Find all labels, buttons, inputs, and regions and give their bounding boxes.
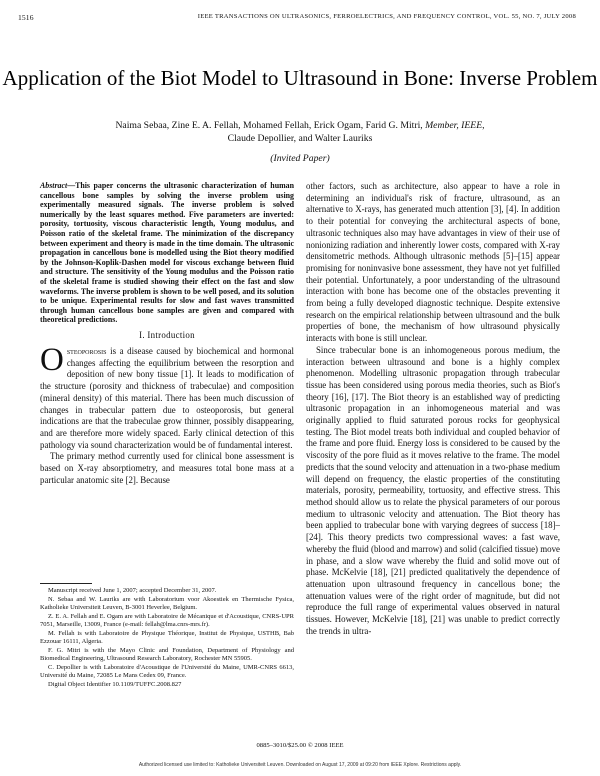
footnote: M. Fellah is with Laboratoire de Physique Théorique, Institut de Physique, USTHB, Bab Ezzouar 16111, Algeria. <box>40 629 294 645</box>
footnote: N. Sebaa and W. Lauriks are with Laboratorium voor Akoestiek en Thermische Fysica, Katholieke Universiteit Leuven, B-3001 Heverlee, Belgium. <box>40 595 294 611</box>
running-header <box>18 13 576 25</box>
journal-header: IEEE TRANSACTIONS ON ULTRASONICS, FERROELECTRICS, AND FREQUENCY CONTROL, VOL. 55, NO. 7, JULY 2008 <box>197 13 576 20</box>
footnote: Manuscript received June 1, 2007; accepted December 31, 2007. <box>48 587 217 594</box>
paper-title: Application of the Biot Model to Ultrasound in Bone: Inverse Problem <box>2 66 598 90</box>
invited-paper-label: (Invited Paper) <box>270 153 330 164</box>
author-membership: Member, IEEE <box>425 120 483 131</box>
intro-paragraph-1-text: is a disease caused by biochemical and hormonal changes affecting the equilibrium between the resorption and deposition of new bony tissue [1]. It leads to modification of the structure (porosity and thickness of trabeculae) and composition (mineral density) of this material. There has been much discussion of changes in trabecular pattern due to osteoporosis, but general indications are that the trabeculae grow thinner, possibly disappearing, and are therefore more widely spaced. Early clinical detection of this pathology via sound characterization would be of fundamental interest. <box>40 346 294 450</box>
section-heading-introduction: I. Introduction <box>139 330 195 340</box>
author-list: Naima Sebaa, Zine E. A. Fellah, Mohamed Fellah, Erick Ogam, Farid G. Mitri, Member, IEEE, Claude Depollier, and Walter Lauriks <box>115 120 485 144</box>
intro-paragraph <box>40 342 294 451</box>
footnotes <box>40 587 294 689</box>
abstract-text: —This paper concerns the ultrasonic characterization of human cancellous bone samples by solving the inverse problem using experimentally measured signals. The inverse problem is solved numerically by the least squares method. Five parameters are inverted: porosity, tortuosity, viscous characteristic length, Young modulus, and Poisson ratio of the skeletal frame. The minimization of the discrepancy between experiment and theory is made in the time domain. The ultrasonic propagation in cancellous bone is modelled using the Biot theory modified by the Johnson-Koplik-Dashen model for viscous exchange between fluid and structure. The sensitivity of the Young modulus and the Poisson ratio of the skeletal frame is studied showing their effect on the fast and slow waveforms. The inverse problem is shown to be well posed, and its solution to be unique. Experimental results for slow and fast waves transmitted through human cancellous bone samples are given and compared with theoretical predictions. <box>40 181 294 325</box>
right-paragraph-2: Since trabecular bone is an inhomogeneous porous medium, the interaction between ultrasound and bone is a highly complex phenomenon. Modelling ultrasonic propagation through trabecular tissue has been considered using porous media theories, such as Biot's theory [16], [17]. The Biot theory is an established way of predicting ultrasonic propagation in an inhomogeneous material and was originally applied to fluid saturated porous rocks for geophysical testing. The Biot model treats both individual and coupled behavior of the frame and pore fluid. Energy loss is considered to be caused by the viscosity of the pore fluid as it moves relative to the frame. The model predicts that the sound velocity and attenuation in a two-phase medium will depend on frequency, the elastic properties of the constituting materials, porosity, permeability, tortuosity, and effective stress. This method should allow us to relate the physical parameters of our porous medium to ultrasonic velocity and attenuation. The Biot theory has been applied to trabecular bone with varying degrees of success [18]–[24]. This theory predicts two compressional waves: a fast wave, whereby the fluid (blood and marrow) and solid (calcified tissue) move in phase, and a slow wave whereby the fluid and solid move out of phase. McKelvie [18], [21] predicted qualitatively the dependence of attenuation upon ultrasound frequency in cancellous bone; the attenuation values were of the right order of magnitude, but did not reproduce the full range of experimental values observed in natural tissues. However, McKelvie [18], [21] was unable to predict correctly the trends in ultra- <box>306 344 560 636</box>
authors-line-2: Claude Depollier, and Walter Lauriks <box>227 132 373 144</box>
abstract-label: Abstract <box>40 181 68 190</box>
intro-paragraph-2: The primary method currently used for clinical bone assessment is based on X-ray absorptiometry, and measures total bone mass at a particular anatomic site [2]. Because <box>40 451 294 485</box>
abstract <box>40 181 294 325</box>
copyright-line: 0885–3010/$25.00 © 2008 IEEE <box>256 742 344 749</box>
license-notice: Authorized licensed use limited to: Katholieke Universiteit Leuven. Downloaded on August 17, 2009 at 09:20 from IEEE Xplore. Restrictions apply. <box>138 762 462 768</box>
right-paragraph-1: other factors, such as architecture, also appear to have a role in determining an individual's risk of fracture, ultrasound, as an alternative to X-rays, has generated much attention [3], [4]. In addition to their potential for conveying the architectural aspects of bone, ultrasonic techniques also may have advantages in view of their use of nonionizing radiation and inherently lower costs, compared with X-ray densitometric methods. Although ultrasonic methods [5]–[15] appear promising for noninvasive bone assessment, they have not yet fulfilled their potential. Unfortunately, a poor understanding of the ultrasound interaction with bone has become one of the obstacles preventing it from being a fully developed diagnostic technique. Despite extensive research on the empirical relationship between ultrasound and the bulk properties of bone, the mechanism of how ultrasound physically interacts with bone is still unclear. <box>306 181 560 344</box>
lead-word: steoporosis <box>66 346 107 356</box>
page-number: 1516 <box>18 13 34 22</box>
introduction-body <box>40 342 294 486</box>
footnote-doi: Digital Object Identifier 10.1109/TUFFC.2008.827 <box>48 680 182 688</box>
drop-cap: O <box>40 342 64 378</box>
footnote-divider <box>40 583 92 584</box>
footnote: F. G. Mitri is with the Mayo Clinic and Foundation, Department of Physiology and Biomedical Engineering, Ultrasound Research Laboratory, Rochester MN 55905. <box>40 646 294 662</box>
footnote: C. Depollier is with Laboratoire d'Acoustique de l'Université du Maine, UMR-CNRS 6613, Université du Maine, 72085 Le Mans Cedex 09, France. <box>40 663 294 679</box>
right-column-body <box>306 181 560 637</box>
authors-line-1: Naima Sebaa, Zine E. A. Fellah, Mohamed Fellah, Erick Ogam, Farid G. Mitri, <box>115 120 423 131</box>
footnote: Z. E. A. Fellah and E. Ogam are with Laboratoire de Mécanique et d'Acoustique, CNRS-UPR 7051, Marseille, 13009, France (e-mail: fellah@lma.cnrs-mrs.fr). <box>40 612 294 628</box>
